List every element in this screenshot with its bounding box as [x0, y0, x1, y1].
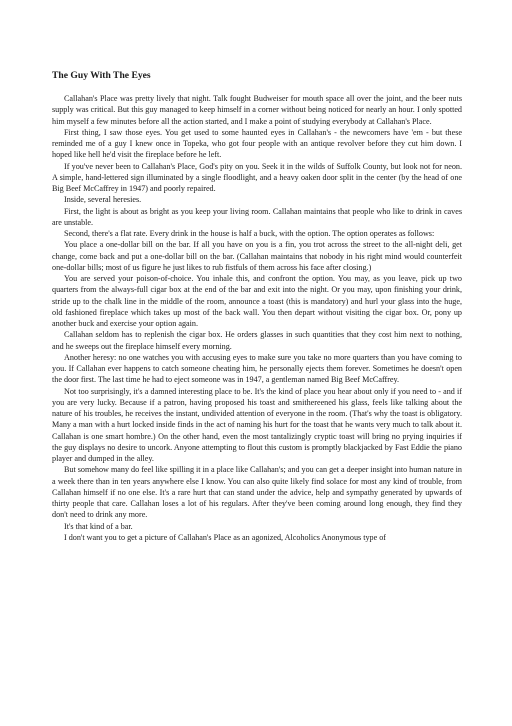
document-body	[52, 70, 462, 543]
paragraph: You are served your poison-of-choice. You inhale this, and confront the option. You may, as you leave, pick up two quarters from the always-full cigar box at the end of the bar and exit into the night. Or you may, upon finishing your drink, stride up to the chalk line in the middle of the room, announce a toast (this is mandatory) and hurl your glass into the huge, old fashioned fireplace which takes up most of the back wall. You then depart without visiting the cigar box. Or, pony up another buck and exercise your option again.	[52, 274, 462, 328]
paragraph: First thing, I saw those eyes. You get used to some haunted eyes in Callahan's - the newcomers have 'em - but these reminded me of a guy I knew once in Topeka, who got four people with an antique revolver before they cut him down. I hoped like hell he'd visit the fireplace before he left.	[52, 127, 462, 160]
paragraph: If you've never been to Callahan's Place, God's pity on you. Seek it in the wilds of Suffolk County, but look not for neon. A simple, hand-lettered sign illuminated by a single floodlight, and a heavy oaken door split in the center (by the head of one Big Beef McCaffrey in 1947) and poorly repaired.	[52, 161, 462, 193]
paragraph: Callahan seldom has to replenish the cigar box. He orders glasses in such quantities that they cost him next to nothing, and he sweeps out the fireplace himself every morning.	[52, 330, 462, 351]
paragraph: I don't want you to get a picture of Callahan's Place as an agonized, Alcoholics Anonymous type of	[64, 532, 386, 542]
paragraph: Inside, several heresies.	[64, 195, 142, 205]
paragraph: Callahan's Place was pretty lively that night. Talk fought Budweiser for mouth space all over the joint, and the beer nuts supply was critical. But this guy managed to keep himself in a corner without being noticed for nearly an hour. I only spotted him myself a few minutes before all the action started, and I make a point of studying everybody at Callahan's Place.	[52, 94, 462, 126]
paragraph: But somehow many do feel like spilling it in a place like Callahan's; and you can get a deeper insight into human nature in a week there than in ten years anywhere else I know. You can also quite likely find solace for most any kind of trouble, from Callahan himself if no one else. It's a rare hurt that can stand under the advice, help and sympathy generated by upwards of thirty people that care. Callahan loses a lot of his regulars. After they've been coming around long enough, they find they don't need to drink any more.	[52, 465, 462, 520]
paragraph: Second, there's a flat rate. Every drink in the house is half a buck, with the option. The option operates as follows:	[64, 229, 435, 238]
paragraph: First, the light is about as bright as you keep your living room. Callahan maintains that people who like to drink in caves are unstable.	[52, 206, 462, 227]
document-title: The Guy With The Eyes	[52, 70, 151, 81]
paragraph: It's that kind of a bar.	[64, 521, 133, 531]
paragraph: Another heresy: no one watches you with accusing eyes to make sure you take no more quarters than you have coming to you. If Callahan ever happens to catch someone cheating him, he personally ejects them forever. Sometimes he doesn't open the door first. The last time he had to eject someone was in 1947, a gentleman named Big Beef McCaffrey.	[52, 352, 462, 385]
paragraph: You place a one-dollar bill on the bar. If all you have on you is a fin, you trot across the street to the all-night deli, get change, come back and put a one-dollar bill on the bar. (Callahan maintains that nobody in his right mind would counterfeit one-dollar bills; most of us figure he just likes to rub fistfuls of them across his face after closing.)	[52, 240, 462, 272]
paragraph: Not too surprisingly, it's a damned interesting place to be. It's the kind of place you hear about only if you need to - and if you are very lucky. Because if a patron, having proposed his toast and smithereened his glass, feels like talking about the nature of his troubles, he receives the instant, undivided attention of everyone in the room. (That's why the toast is obligatory. Many a man with a hurt locked inside finds in the act of naming his hurt for the toast that he wants very much to talk about it. Callahan is one smart hombre.) On the other hand, even the most tantalizingly cryptic toast will bring no prying inquiries if the guy displays no desire to uncork. Anyone attempting to flout this custom is promptly blackjacked by Fast Eddie the piano player and dumped in the alley.	[52, 386, 462, 463]
